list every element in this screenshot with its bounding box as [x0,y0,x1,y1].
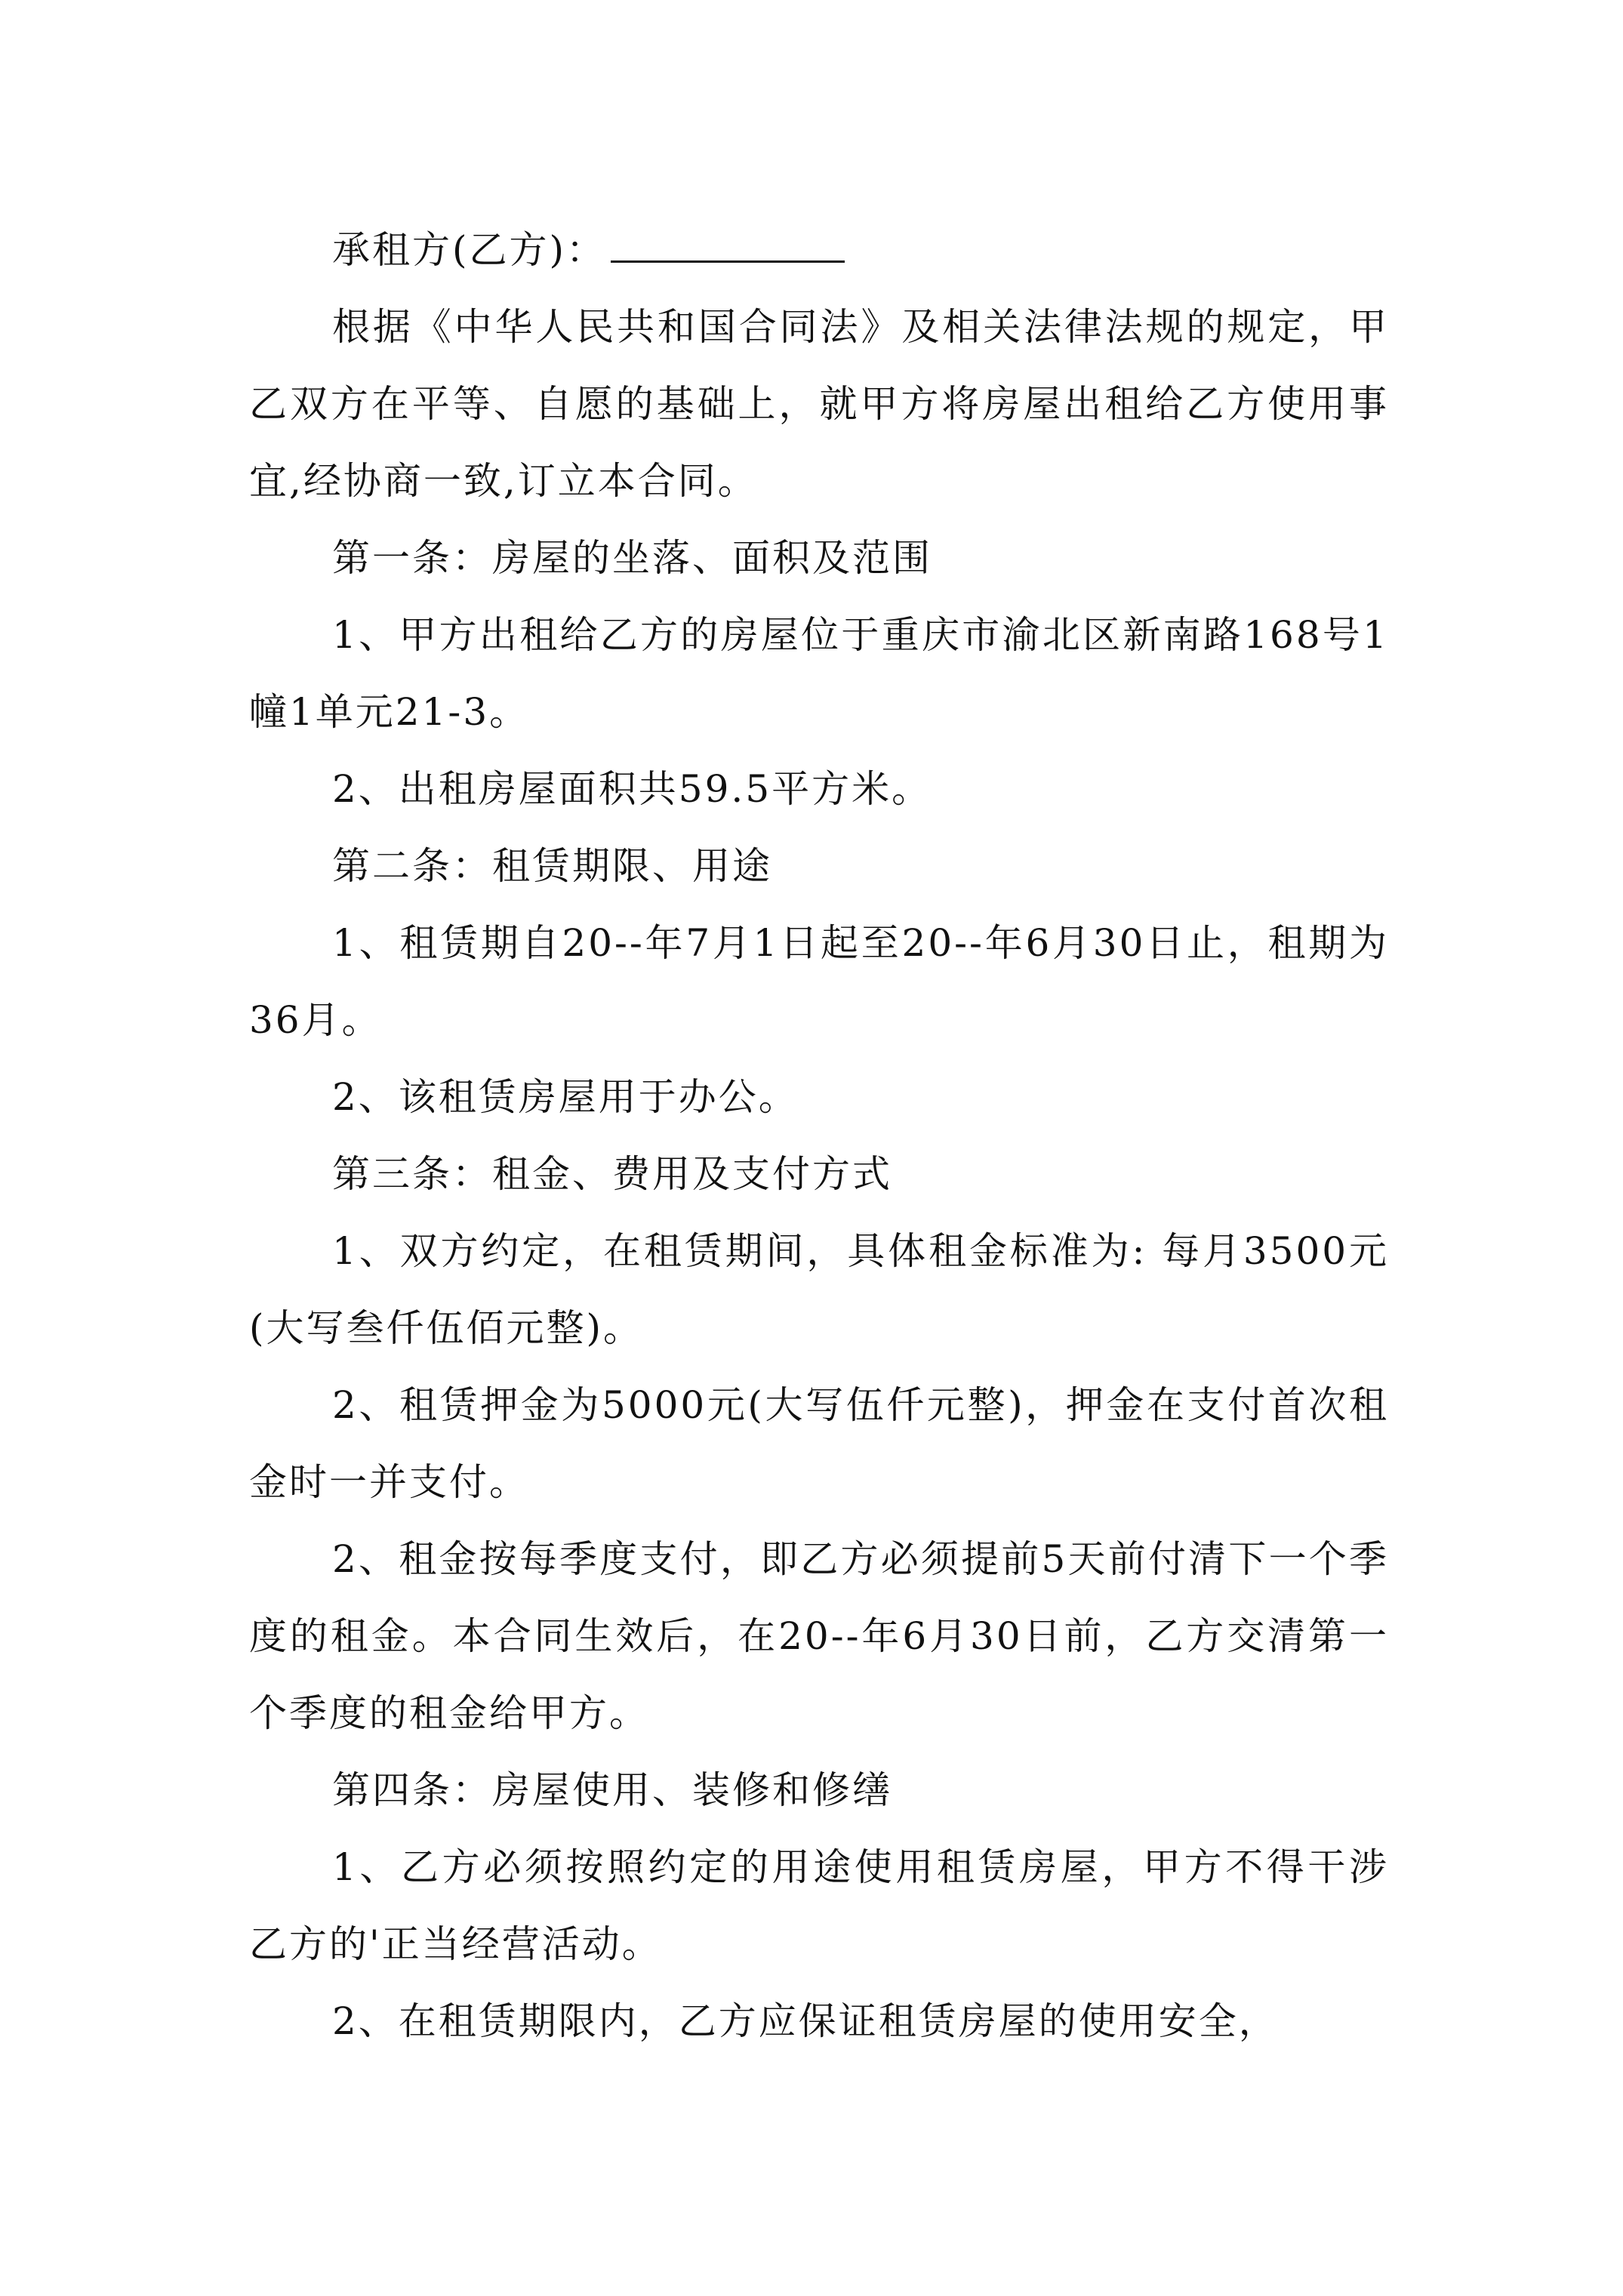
tenant-line [249,211,1389,288]
article-2-clause-2: 2、该租赁房屋用于办公。 [332,1075,799,1119]
tenant-label: 承租方(乙方)： [332,228,607,272]
article-1-clause-1: 1、甲方出租给乙方的房屋位于重庆市渝北区新南路168号1幢1单元21-3。 [249,613,1389,734]
article-3-clause-1: 1、双方约定，在租赁期间，具体租金标准为: 每月3500元(大写叁仟伍佰元整)。 [249,1229,1389,1350]
article-1-clause-2: 2、出租房屋面积共59.5平方米。 [332,767,932,811]
article-4-heading: 第四条：房屋使用、装修和修缮 [332,1768,892,1812]
article-3-heading: 第三条：租金、费用及支付方式 [332,1152,892,1196]
article-2-heading: 第二条：租赁期限、用途 [332,844,772,888]
article-3-clause-3: 2、租金按每季度支付，即乙方必须提前5天前付清下一个季度的租金。本合同生效后，在20--年6月30日前，乙方交清第一个季度的租金给甲方。 [249,1537,1389,1735]
preamble-paragraph: 根据《中华人民共和国合同法》及相关法律法规的规定，甲乙双方在平等、自愿的基础上，就甲方将房屋出租给乙方使用事宜,经协商一致,订立本合同。 [249,305,1389,503]
article-4-clause-1: 1、乙方必须按照约定的用途使用租赁房屋，甲方不得干涉乙方的'正当经营活动。 [249,1845,1389,1966]
article-4-clause-2: 2、在租赁期限内，乙方应保证租赁房屋的使用安全， [332,1999,1279,2043]
article-2-clause-1: 1、租赁期自20--年7月1日起至20--年6月30日止，租期为36月。 [249,921,1389,1042]
tenant-blank [611,215,845,263]
article-3-clause-2: 2、租赁押金为5000元(大写伍仟元整)，押金在支付首次租金时一并支付。 [249,1383,1389,1504]
article-1-heading: 第一条：房屋的坐落、面积及范围 [332,536,932,580]
contract-body [249,211,1389,2060]
